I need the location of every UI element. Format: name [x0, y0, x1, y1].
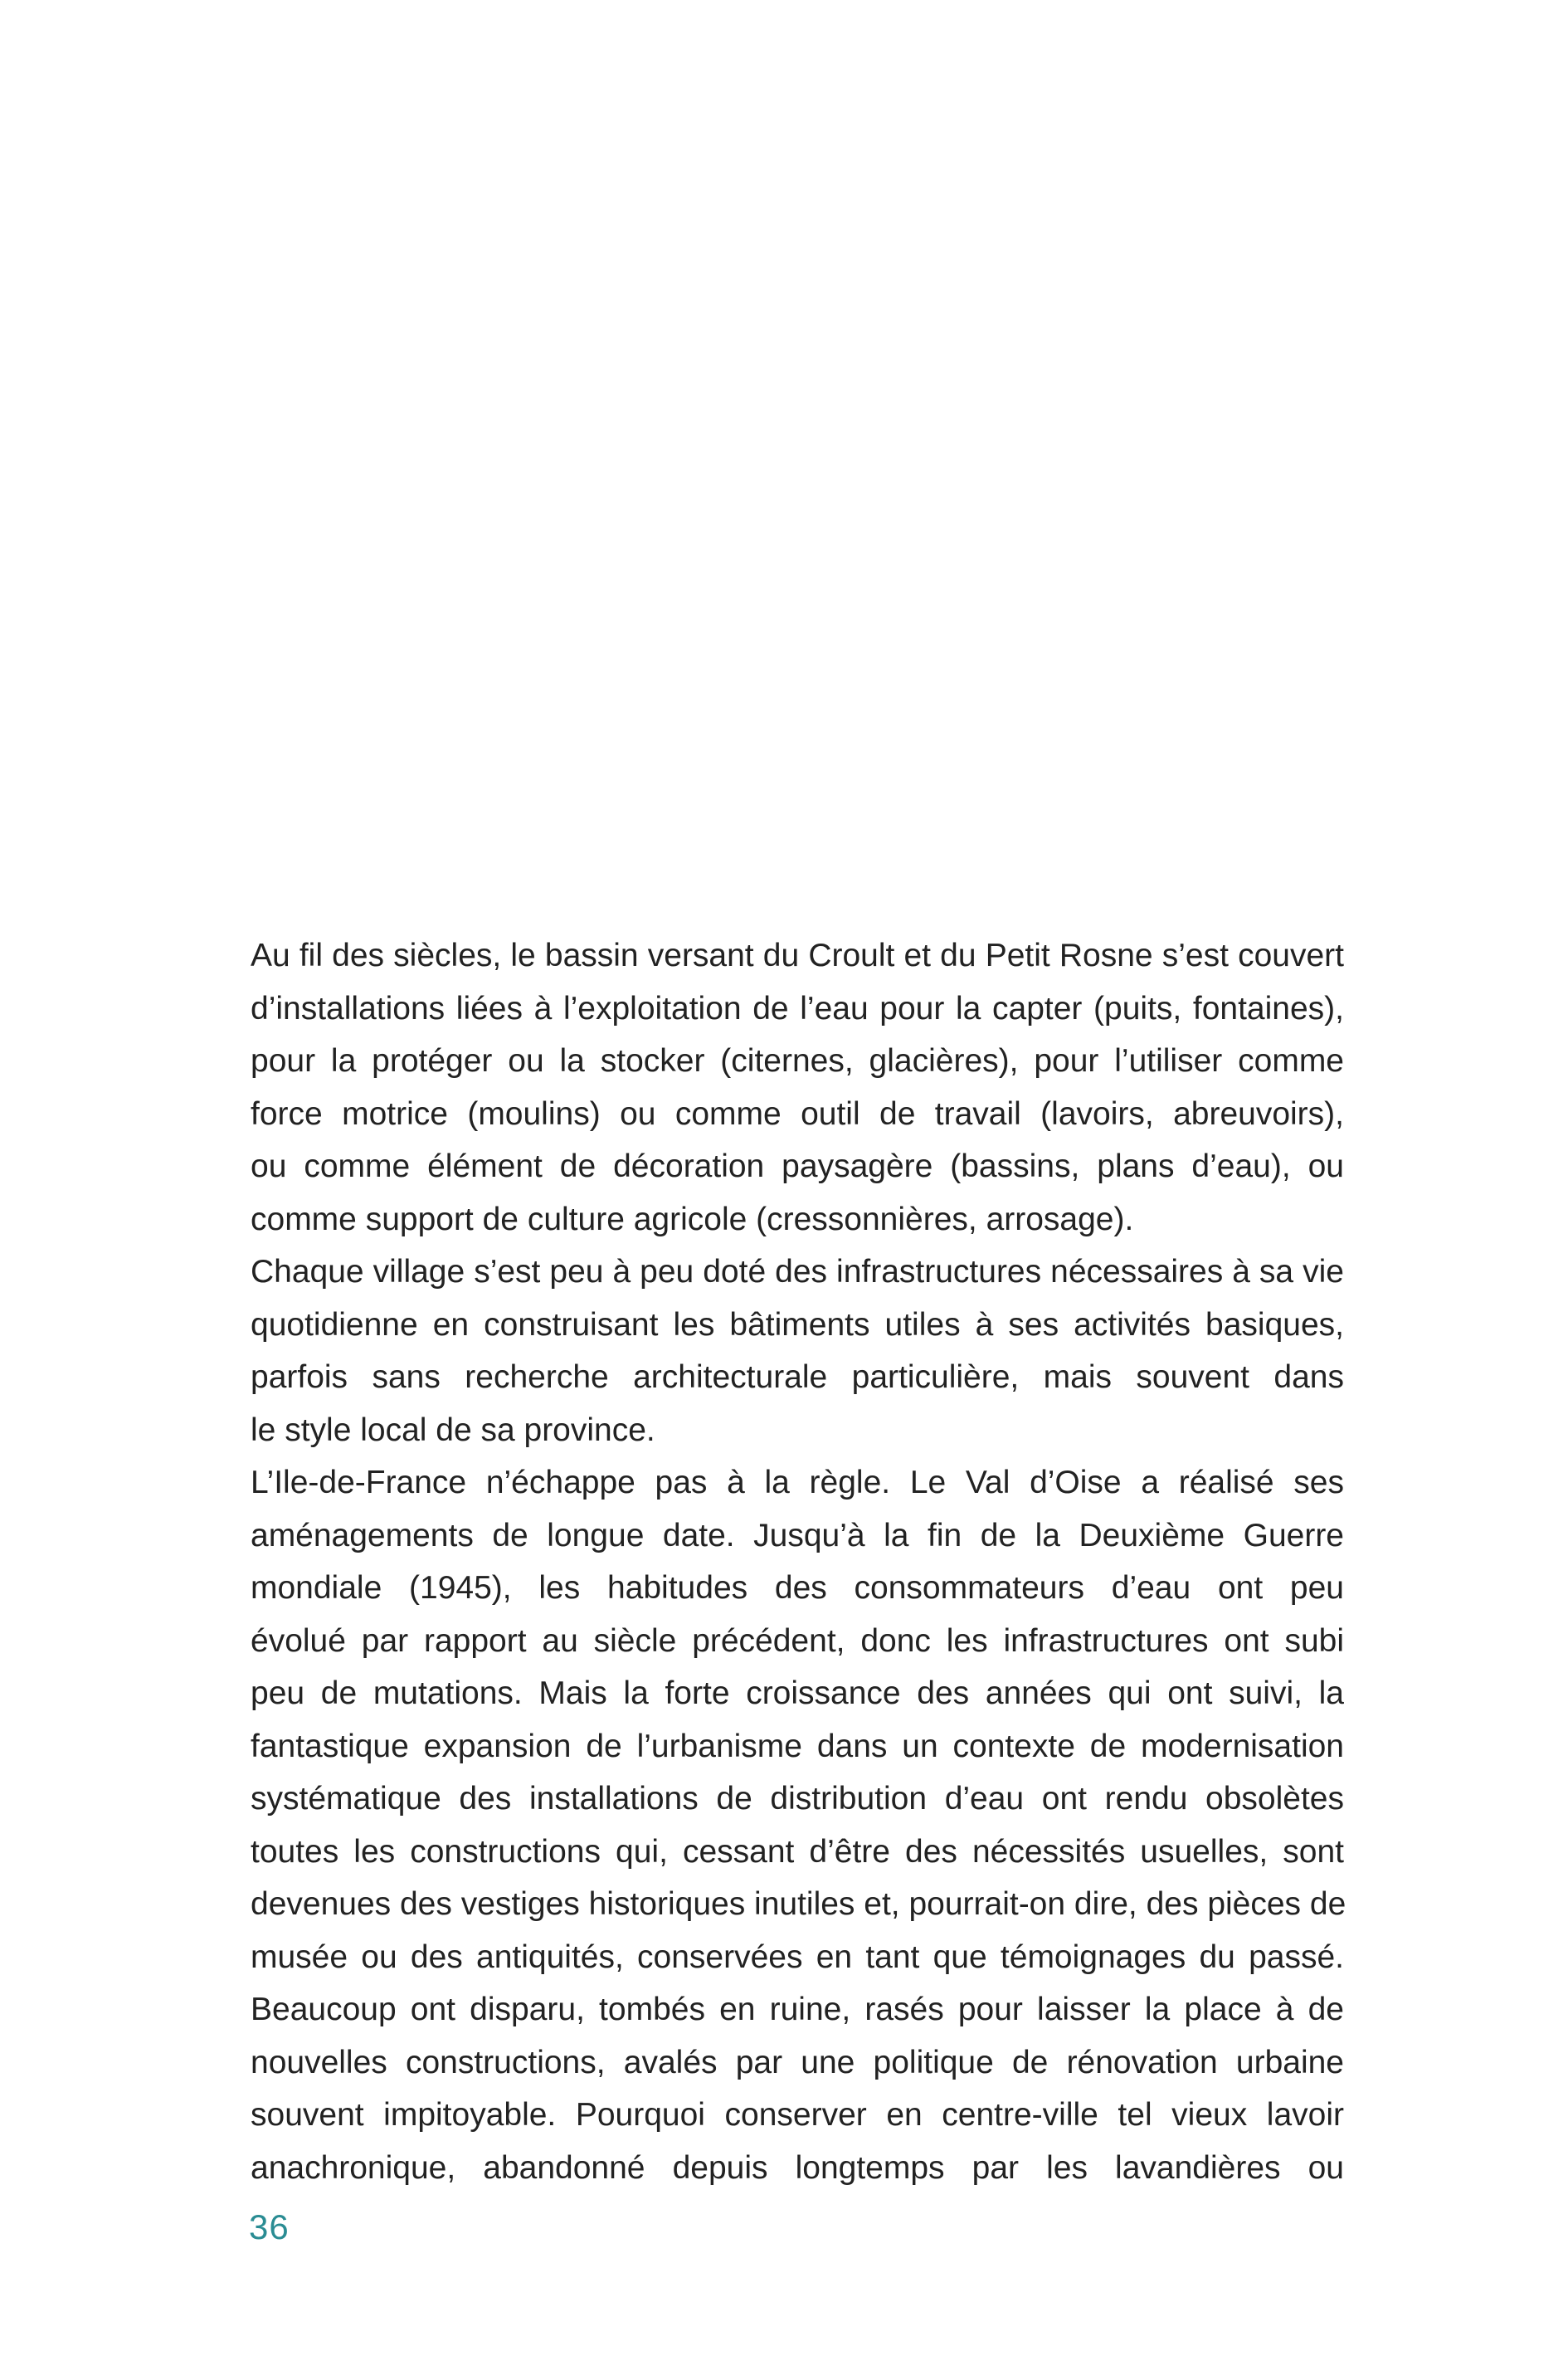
text-line: souvent impitoyable. Pourquoi conserver en centre-ville tel vieux lavoir — [251, 2097, 1344, 2133]
text-line: ou comme élément de décoration paysagère (bassins, plans d’eau), ou — [251, 1148, 1344, 1184]
text-line: systématique des installations de distribution d’eau ont rendu obsolètes — [251, 1781, 1344, 1817]
text-line: Au fil des siècles, le bassin versant du Croult et du Petit Rosne s’est couvert — [251, 938, 1344, 973]
page-number: 36 — [249, 2207, 290, 2246]
text-line: Chaque village s’est peu à peu doté des infrastructures nécessaires à sa vie — [251, 1254, 1344, 1290]
text-line: pour la protéger ou la stocker (citernes, glacières), pour l’utiliser comme — [251, 1043, 1344, 1079]
text-line: anachronique, abandonné depuis longtemps par les lavandières ou — [251, 2149, 1344, 2186]
body-text — [251, 929, 1344, 2194]
text-line: L’Ile-de-France n’échappe pas à la règle. Le Val d’Oise a réalisé ses — [251, 1465, 1344, 1500]
text-line: d’installations liées à l’exploitation de l’eau pour la capter (puits, fontaines), — [251, 990, 1344, 1027]
text-line: quotidienne en construisant les bâtiments utiles à ses activités basiques, — [251, 1306, 1344, 1343]
text-line: nouvelles constructions, avalés par une politique de rénovation urbaine — [251, 2044, 1344, 2080]
text-line: fantastique expansion de l’urbanisme dans un contexte de modernisation — [251, 1728, 1344, 1764]
text-line: musée ou des antiquités, conservées en tant que témoignages du passé. — [251, 1939, 1344, 1975]
text-line: force motrice (moulins) ou comme outil de travail (lavoirs, abreuvoirs), — [251, 1095, 1344, 1132]
text-line: mondiale (1945), les habitudes des consommateurs d’eau ont peu — [251, 1570, 1344, 1606]
text-line: toutes les constructions qui, cessant d’être des nécessités usuelles, sont — [251, 1833, 1344, 1870]
text-line: comme support de culture agricole (cressonnières, arrosage). — [251, 1201, 1134, 1237]
text-line: devenues des vestiges historiques inutiles et, pourrait-on dire, des pièces de — [251, 1886, 1346, 1922]
text-line: aménagements de longue date. Jusqu’à la fin de la Deuxième Guerre — [251, 1517, 1344, 1553]
text-line: parfois sans recherche architecturale particulière, mais souvent dans — [251, 1359, 1344, 1395]
text-line: le style local de sa province. — [251, 1412, 655, 1448]
text-line: peu de mutations. Mais la forte croissance des années qui ont suivi, la — [251, 1675, 1344, 1711]
text-line: Beaucoup ont disparu, tombés en ruine, rasés pour laisser la place à de — [251, 1992, 1344, 2027]
text-line: évolué par rapport au siècle précédent, donc les infrastructures ont subi — [251, 1622, 1344, 1659]
